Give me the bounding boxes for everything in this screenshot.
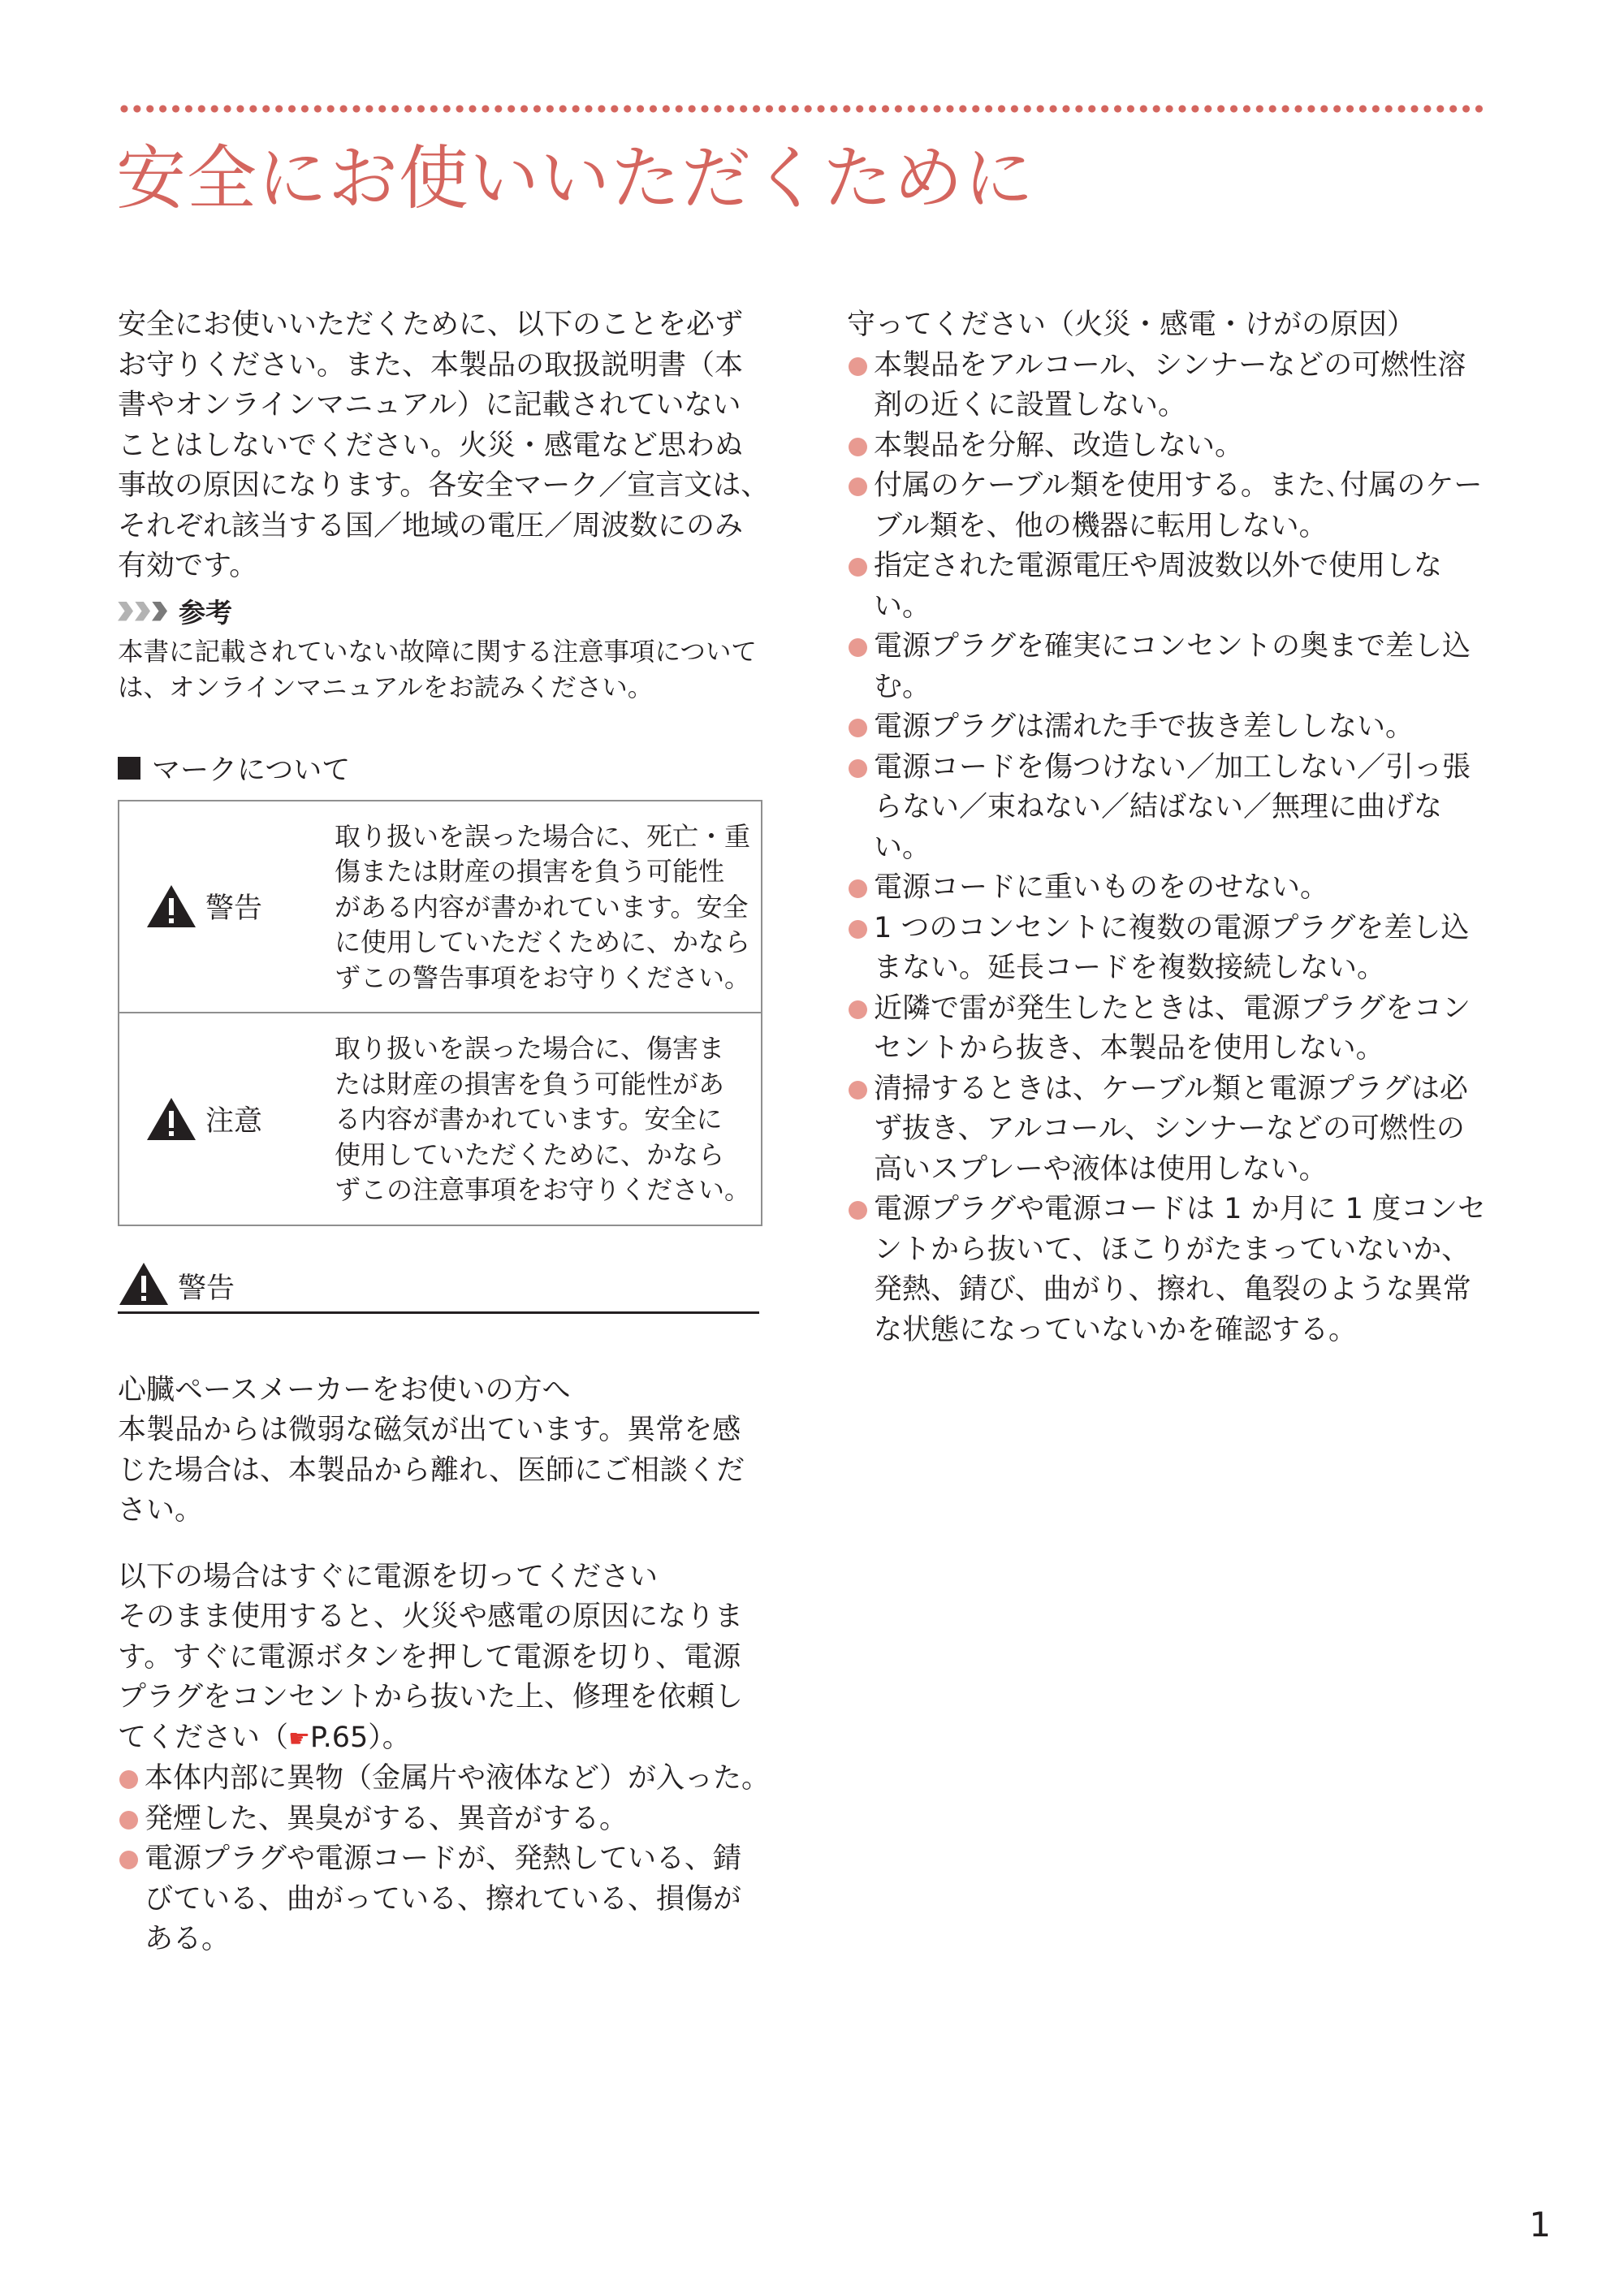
list-item-line: 電源コードに重いものをのせない。: [874, 871, 1329, 904]
intro-line: ことはしないでください。火災・感電など思わぬ: [118, 429, 744, 462]
list-item-line: 発煙した、異臭がする、異音がする。: [145, 1802, 628, 1835]
caution-triangle-icon: [145, 1096, 197, 1142]
reference-line: は、オンラインマニュアルをお読みください。: [118, 672, 654, 702]
must-do-title: 守ってください（火災・感電・けがの原因）: [847, 309, 1416, 341]
mark-label-text: 注意: [205, 1104, 263, 1138]
reference-text: [118, 634, 759, 706]
list-item: [847, 1069, 1497, 1190]
warning-triangle-icon: [145, 883, 197, 929]
page-reference-link[interactable]: P.65: [309, 1721, 369, 1754]
list-item-line: 電源プラグは濡れた手で抜き差ししない。: [874, 711, 1415, 743]
list-item-line: 付属のケーブル類を使用する。また､付属のケー: [874, 469, 1483, 502]
list-item-line: セントから抜き、本製品を使用しない。: [874, 1032, 1384, 1065]
list-item-line: 電源プラグや電源コードが、発熱している、錆: [145, 1843, 742, 1875]
power-off-text: [118, 1597, 759, 1759]
list-item: [118, 1799, 759, 1840]
list-item-line: 剤の近くに設置しない。: [874, 389, 1187, 421]
mark-description-line: たは財産の損害を負う可能性があ: [335, 1068, 725, 1099]
power-off-line: [118, 1718, 759, 1760]
mark-description-line: 使用していただくために、かなら: [335, 1138, 725, 1170]
list-item: [847, 868, 1497, 909]
list-item: [847, 989, 1497, 1069]
page-title: 安全にお使いいただくために: [116, 138, 1034, 219]
list-item: [118, 1759, 771, 1799]
power-off-line: そのまま使用すると、火災や感電の原因になりま: [118, 1601, 744, 1633]
power-off-section: [118, 1557, 771, 1960]
reference-line: 本書に記載されていない故障に関する注意事項について: [118, 637, 757, 667]
mark-description: [335, 1013, 761, 1225]
pacemaker-line: 本製品からは微弱な磁気が出ています。異常を感: [118, 1414, 741, 1446]
title-dotted-rule: [118, 104, 1486, 114]
power-off-bullet-list: [118, 1759, 771, 1960]
pacemaker-section: [118, 1371, 759, 1531]
reference-title: 参考: [179, 597, 232, 629]
mark-description-line: ずこの警告事項をお守りください。: [335, 961, 751, 993]
list-item-line: な状態になっていないかを確認する。: [874, 1313, 1358, 1346]
list-item-line: まない。延長コードを複数接続しない。: [874, 952, 1386, 984]
right-column: [847, 305, 1497, 1350]
warning-triangle-icon: [118, 1261, 170, 1307]
list-item: [847, 546, 1497, 627]
warning-section-heading: [118, 1264, 759, 1314]
mark-description: [335, 801, 761, 1013]
intro-line: お守りください。また、本製品の取扱説明書（本: [118, 348, 744, 382]
list-item: [847, 707, 1497, 748]
list-item-line: 本体内部に異物（金属片や液体など）が入った。: [145, 1762, 771, 1795]
pacemaker-title: 心臓ペースメーカーをお使いの方へ: [118, 1373, 571, 1406]
list-item: [847, 346, 1497, 426]
power-off-line-prefix: てください（: [118, 1721, 289, 1754]
power-off-line: す。すぐに電源ボタンを押して電源を切り、電源: [118, 1640, 741, 1674]
list-item-line: ある。: [145, 1923, 231, 1955]
list-item-line: らない／束ねない／結ばない／無理に曲げな: [874, 791, 1443, 823]
list-item-line: い。: [874, 590, 931, 623]
list-item: [847, 426, 1497, 467]
list-item: [847, 627, 1497, 707]
list-item-line: 清掃するときは、ケーブル類と電源プラグは必: [874, 1072, 1468, 1105]
list-item: [847, 1190, 1497, 1350]
mark-description-line: 傷または財産の損害を負う可能性: [335, 856, 725, 887]
intro-line: 書やオンラインマニュアル）に記載されていない: [118, 389, 741, 421]
list-item-line: 近隣で雷が発生したときは、電源プラグをコン: [874, 991, 1471, 1025]
list-item-line: む。: [874, 670, 931, 703]
mark-label-warning: [119, 883, 335, 929]
left-column: [118, 305, 771, 1960]
mark-description-line: る内容が書かれています。安全に: [335, 1104, 723, 1134]
intro-line: 安全にお使いいただくために、以下のことを必ず: [118, 309, 744, 341]
power-off-title: 以下の場合はすぐに電源を切ってください: [118, 1560, 659, 1593]
mark-description-line: 取り扱いを誤った場合に、傷害ま: [335, 1033, 725, 1064]
list-item-line: 指定された電源電圧や周波数以外で使用しな: [874, 550, 1443, 582]
list-item-line: ブル類を、他の機器に転用しない。: [874, 509, 1328, 542]
table-row: [119, 1013, 762, 1225]
list-item-line: 発熱、錆び、曲がり、擦れ、亀裂のような異常: [874, 1273, 1471, 1306]
mark-description-line: 取り扱いを誤った場合に、死亡・重: [335, 820, 751, 852]
list-item: [847, 748, 1497, 869]
list-item: [847, 909, 1497, 989]
intro-line: それぞれ該当する国／地域の電圧／周波数にのみ: [118, 509, 744, 542]
list-item-line: 電源プラグを確実にコンセントの奥まで差し込: [874, 630, 1471, 663]
pacemaker-line: さい。: [118, 1494, 204, 1527]
black-square-icon: [118, 757, 140, 780]
marks-heading-label: マークについて: [152, 754, 351, 787]
marks-heading: [118, 748, 759, 788]
reference-heading: [118, 592, 759, 631]
list-item-line: 本製品を分解、改造しない。: [874, 429, 1244, 462]
intro-line: 有効です。: [118, 550, 258, 582]
table-row: [119, 801, 762, 1013]
list-item-line: びている、曲がっている、擦れている、損傷が: [145, 1882, 742, 1916]
list-item-line: 1 つのコンセントに複数の電源プラグを差し込: [874, 911, 1470, 944]
list-item: [118, 1839, 759, 1960]
power-off-line: プラグをコンセントから抜いた上、修理を依頼し: [118, 1681, 744, 1713]
power-off-line-suffix: ）。: [368, 1721, 411, 1754]
warning-heading-label: 警告: [178, 1272, 235, 1305]
list-item-line: ントから抜いて、ほこりがたまっていないか、: [874, 1233, 1471, 1266]
mark-label-text: 警告: [205, 892, 263, 926]
pointing-hand-icon: ☛: [288, 1724, 310, 1753]
list-item: [847, 466, 1497, 546]
marks-table: [118, 800, 762, 1226]
intro-text: [118, 305, 770, 587]
list-item-line: 本製品をアルコール、シンナーなどの可燃性溶: [874, 348, 1466, 382]
must-do-bullet-list: [847, 346, 1497, 1351]
page-number: 1: [1529, 2205, 1551, 2244]
list-item-line: 高いスプレーや液体は使用しない。: [874, 1152, 1328, 1186]
mark-description-line: ずこの注意事項をお守りください。: [335, 1174, 751, 1205]
intro-line: 事故の原因になります。各安全マーク／宣言文は、: [118, 469, 770, 502]
mark-label-caution: [119, 1096, 335, 1142]
list-item-line: い。: [874, 831, 931, 864]
pacemaker-line: じた場合は、本製品から離れ、医師にご相談くだ: [118, 1454, 745, 1487]
pacemaker-text: [118, 1411, 759, 1531]
chevron-arrows-icon: [118, 602, 169, 621]
mark-description-line: がある内容が書かれています。安全: [335, 891, 749, 922]
list-item-line: 電源コードを傷つけない／加工しない／引っ張: [874, 750, 1471, 784]
list-item-line: 電源プラグや電源コードは 1 か月に 1 度コンセ: [874, 1193, 1487, 1225]
mark-description-line: に使用していただくために、かなら: [335, 927, 751, 957]
list-item-line: ず抜き、アルコール、シンナーなどの可燃性の: [874, 1112, 1465, 1145]
